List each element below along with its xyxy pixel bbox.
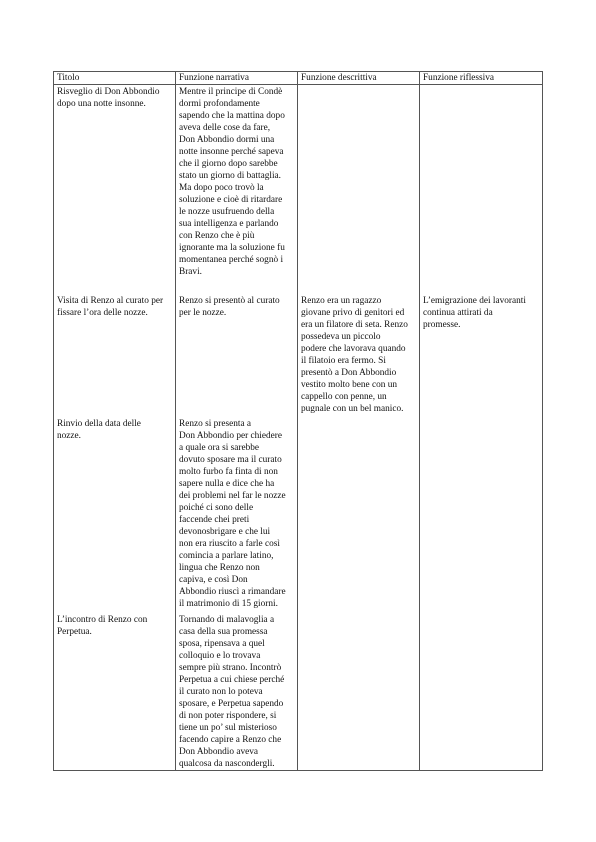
header-funzione-narrativa: Funzione narrativa bbox=[176, 72, 298, 85]
table-body-row bbox=[54, 85, 543, 771]
titolo-cell: L’incontro di Renzo con Perpetua. bbox=[57, 615, 148, 637]
descrittiva-cell: Renzo era un ragazzo giovane privo di genitori ed era un filatore di seta. Renzo possedeva un piccolo podere che lavorava quando il filatoio era fermo. Si presentò a Don Abbondio vestito molto bene con un cappello con penne, un pugnale con un bel manico. bbox=[301, 296, 408, 414]
riflessiva-cell: L’emigrazione dei lavoranti continua attirati da promesse. bbox=[423, 296, 526, 330]
table-header-row bbox=[54, 72, 543, 85]
header-funzione-riflessiva: Funzione riflessiva bbox=[420, 72, 543, 85]
narrativa-cell: Tornando di malavoglia a casa della sua promessa sposa, ripensava a quel colloquio e lo trovava sempre più strano. Incontrò Perpetua a cui chiese perché il curato non lo poteva sposare, e Perpetua sapendo di non poter rispondere, si tiene un po’ sul misterioso facendo capire a Renzo che Don Abbondio aveva qualcosa da nascondergli. bbox=[179, 615, 285, 769]
header-titolo: Titolo bbox=[54, 72, 176, 85]
titolo-cell: Rinvio della data delle nozze. bbox=[57, 419, 141, 441]
column-funzione-descrittiva bbox=[298, 85, 420, 771]
summary-table bbox=[53, 71, 543, 771]
narrativa-cell: Renzo si presentò al curato per le nozze. bbox=[179, 296, 280, 318]
column-funzione-narrativa bbox=[176, 85, 298, 771]
narrativa-cell: Renzo si presenta a Don Abbondio per chiedere a quale ora si sarebbe dovuto sposare ma il curato molto furbo fa finta di non sapere nulla e dice che ha dei problemi nel far le nozze poiché ci sono delle faccende chei preti devonosbrigare e che lui non era riuscito a farle così comincia a parlare latino, lingua che Renzo non capiva, e così Don Abbondio riuscì a rimandare il matrimonio di 15 giorni. bbox=[179, 419, 286, 609]
titolo-cell: Visita di Renzo al curato per fissare l’ora delle nozze. bbox=[57, 296, 164, 318]
column-titolo bbox=[54, 85, 176, 771]
column-funzione-riflessiva bbox=[420, 85, 543, 771]
narrativa-cell: Mentre il principe di Condè dormi profondamente sapendo che la mattina dopo aveva delle cose da fare, Don Abbondio dormi una notte insonne perché sapeva che il giorno dopo sarebbe stato un giorno di battaglia. Ma dopo poco trovò la soluzione e cioè di ritardare le nozze usufruendo della sua intelligenza e parlando con Renzo che è più ignorante ma la soluzione fu momentanea perché sognò i Bravi. bbox=[179, 87, 285, 277]
header-funzione-descrittiva: Funzione descrittiva bbox=[298, 72, 420, 85]
titolo-cell: Risveglio di Don Abbondio dopo una notte insonne. bbox=[57, 87, 160, 109]
